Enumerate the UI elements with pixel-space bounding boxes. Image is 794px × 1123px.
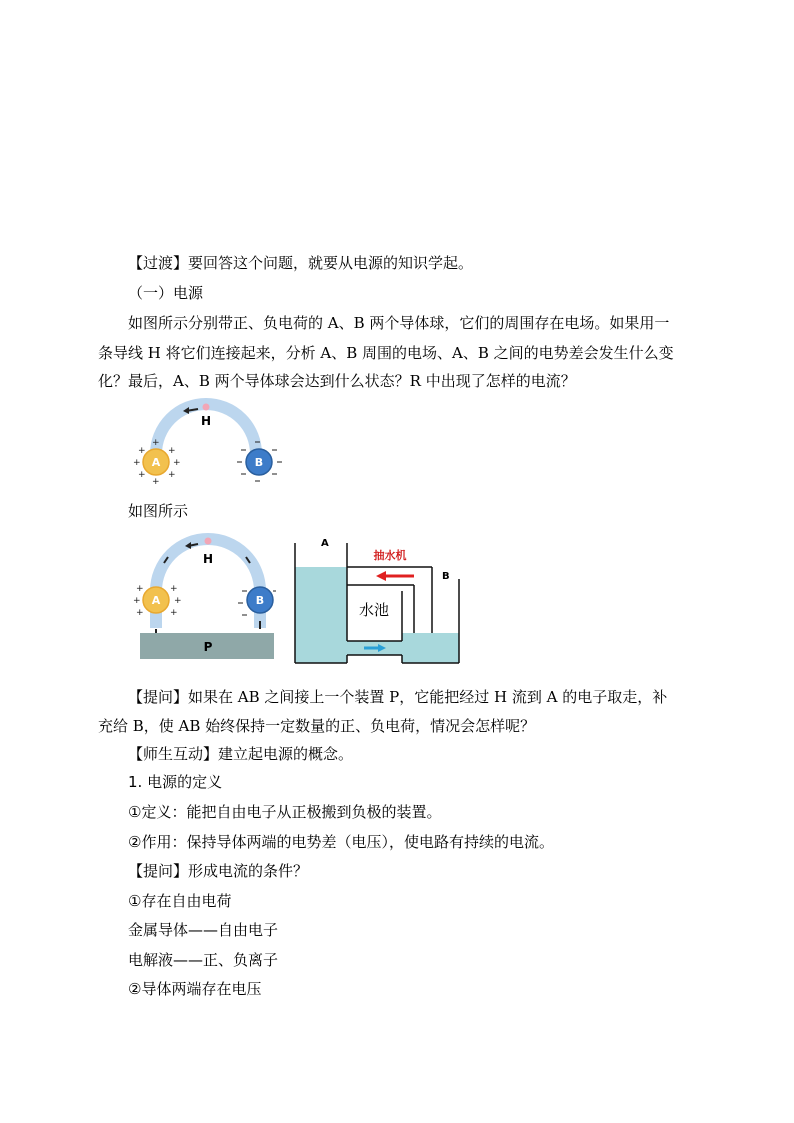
pool-label: 水池: [358, 601, 390, 619]
condition-1: ①存在自由电荷: [128, 892, 232, 910]
intro-paragraph-line-3: 化？最后，A、B 两个导体球会达到什么状态？R 中出现了怎样的电流？: [98, 372, 576, 390]
definition-heading: 1. 电源的定义: [128, 773, 223, 791]
sphere-b-label: B: [255, 594, 265, 607]
svg-text:+: +: [138, 446, 146, 456]
svg-text:+: +: [133, 596, 141, 606]
figure-water-analogy: [292, 533, 462, 665]
device-p-label: P: [203, 640, 213, 654]
definition-item-1: ①定义：能把自由电子从正极搬到负极的装置。: [128, 803, 442, 821]
svg-text:+: +: [152, 477, 160, 487]
electrolyte-line: 电解液——正、负离子: [128, 951, 279, 969]
electron-dot: [203, 404, 210, 411]
as-shown-text: 如图所示: [128, 502, 189, 520]
svg-text:+: +: [136, 584, 144, 594]
definition-item-2: ②作用：保持导体两端的电势差（电压），使电路有持续的电流。: [128, 833, 554, 851]
electron-dot: [205, 538, 212, 545]
tank-b-label: B: [442, 571, 450, 582]
tank-a-label: A: [321, 538, 329, 549]
metal-conductor-line: 金属导体——自由电子: [128, 921, 279, 939]
svg-text:+: +: [170, 584, 178, 594]
condition-2: ②导体两端存在电压: [128, 980, 262, 998]
wire-label: H: [200, 414, 212, 428]
svg-text:+: +: [168, 470, 176, 480]
question1-line-2: 充给 B，使 AB 始终保持一定数量的正、负电荷，情况会怎样呢？: [98, 717, 536, 735]
pump-label: 抽水机: [373, 549, 407, 562]
question2-text: 【提问】形成电流的条件？: [128, 862, 309, 880]
svg-text:+: +: [174, 596, 182, 606]
sphere-a-label: A: [151, 456, 161, 469]
svg-text:+: +: [173, 458, 181, 468]
svg-text:+: +: [138, 470, 146, 480]
svg-text:+: +: [136, 608, 144, 618]
figure-conductor-spheres: [128, 392, 288, 487]
svg-text:+: +: [152, 438, 160, 448]
question1-line-1: 【提问】如果在 AB 之间接上一个装置 P，它能把经过 H 流到 A 的电子取走，补: [128, 688, 668, 706]
intro-paragraph-line-2: 条导线 H 将它们连接起来，分析 A、B 周围的电场、A、B 之间的电势差会发生什么变: [98, 344, 674, 362]
sphere-b-label: B: [254, 456, 264, 469]
tank-a-water: [295, 567, 347, 663]
tank-b-water: [402, 633, 459, 663]
section-heading: （一）电源: [128, 284, 204, 302]
svg-text:+: +: [133, 458, 141, 468]
wire-label: H: [202, 552, 214, 566]
figure-device-p: [133, 533, 276, 661]
intro-paragraph-line-1: 如图所示分别带正、负电荷的 A、B 两个导体球，它们的周围存在电场。如果用一: [128, 314, 670, 332]
interaction-text: 【师生互动】建立起电源的概念。: [128, 745, 354, 763]
svg-text:+: +: [168, 446, 176, 456]
svg-text:+: +: [170, 608, 178, 618]
sphere-a-label: A: [151, 594, 161, 607]
pump-arrowhead: [376, 571, 386, 581]
transition-text: 【过渡】要回答这个问题，就要从电源的知识学起。: [128, 254, 474, 272]
